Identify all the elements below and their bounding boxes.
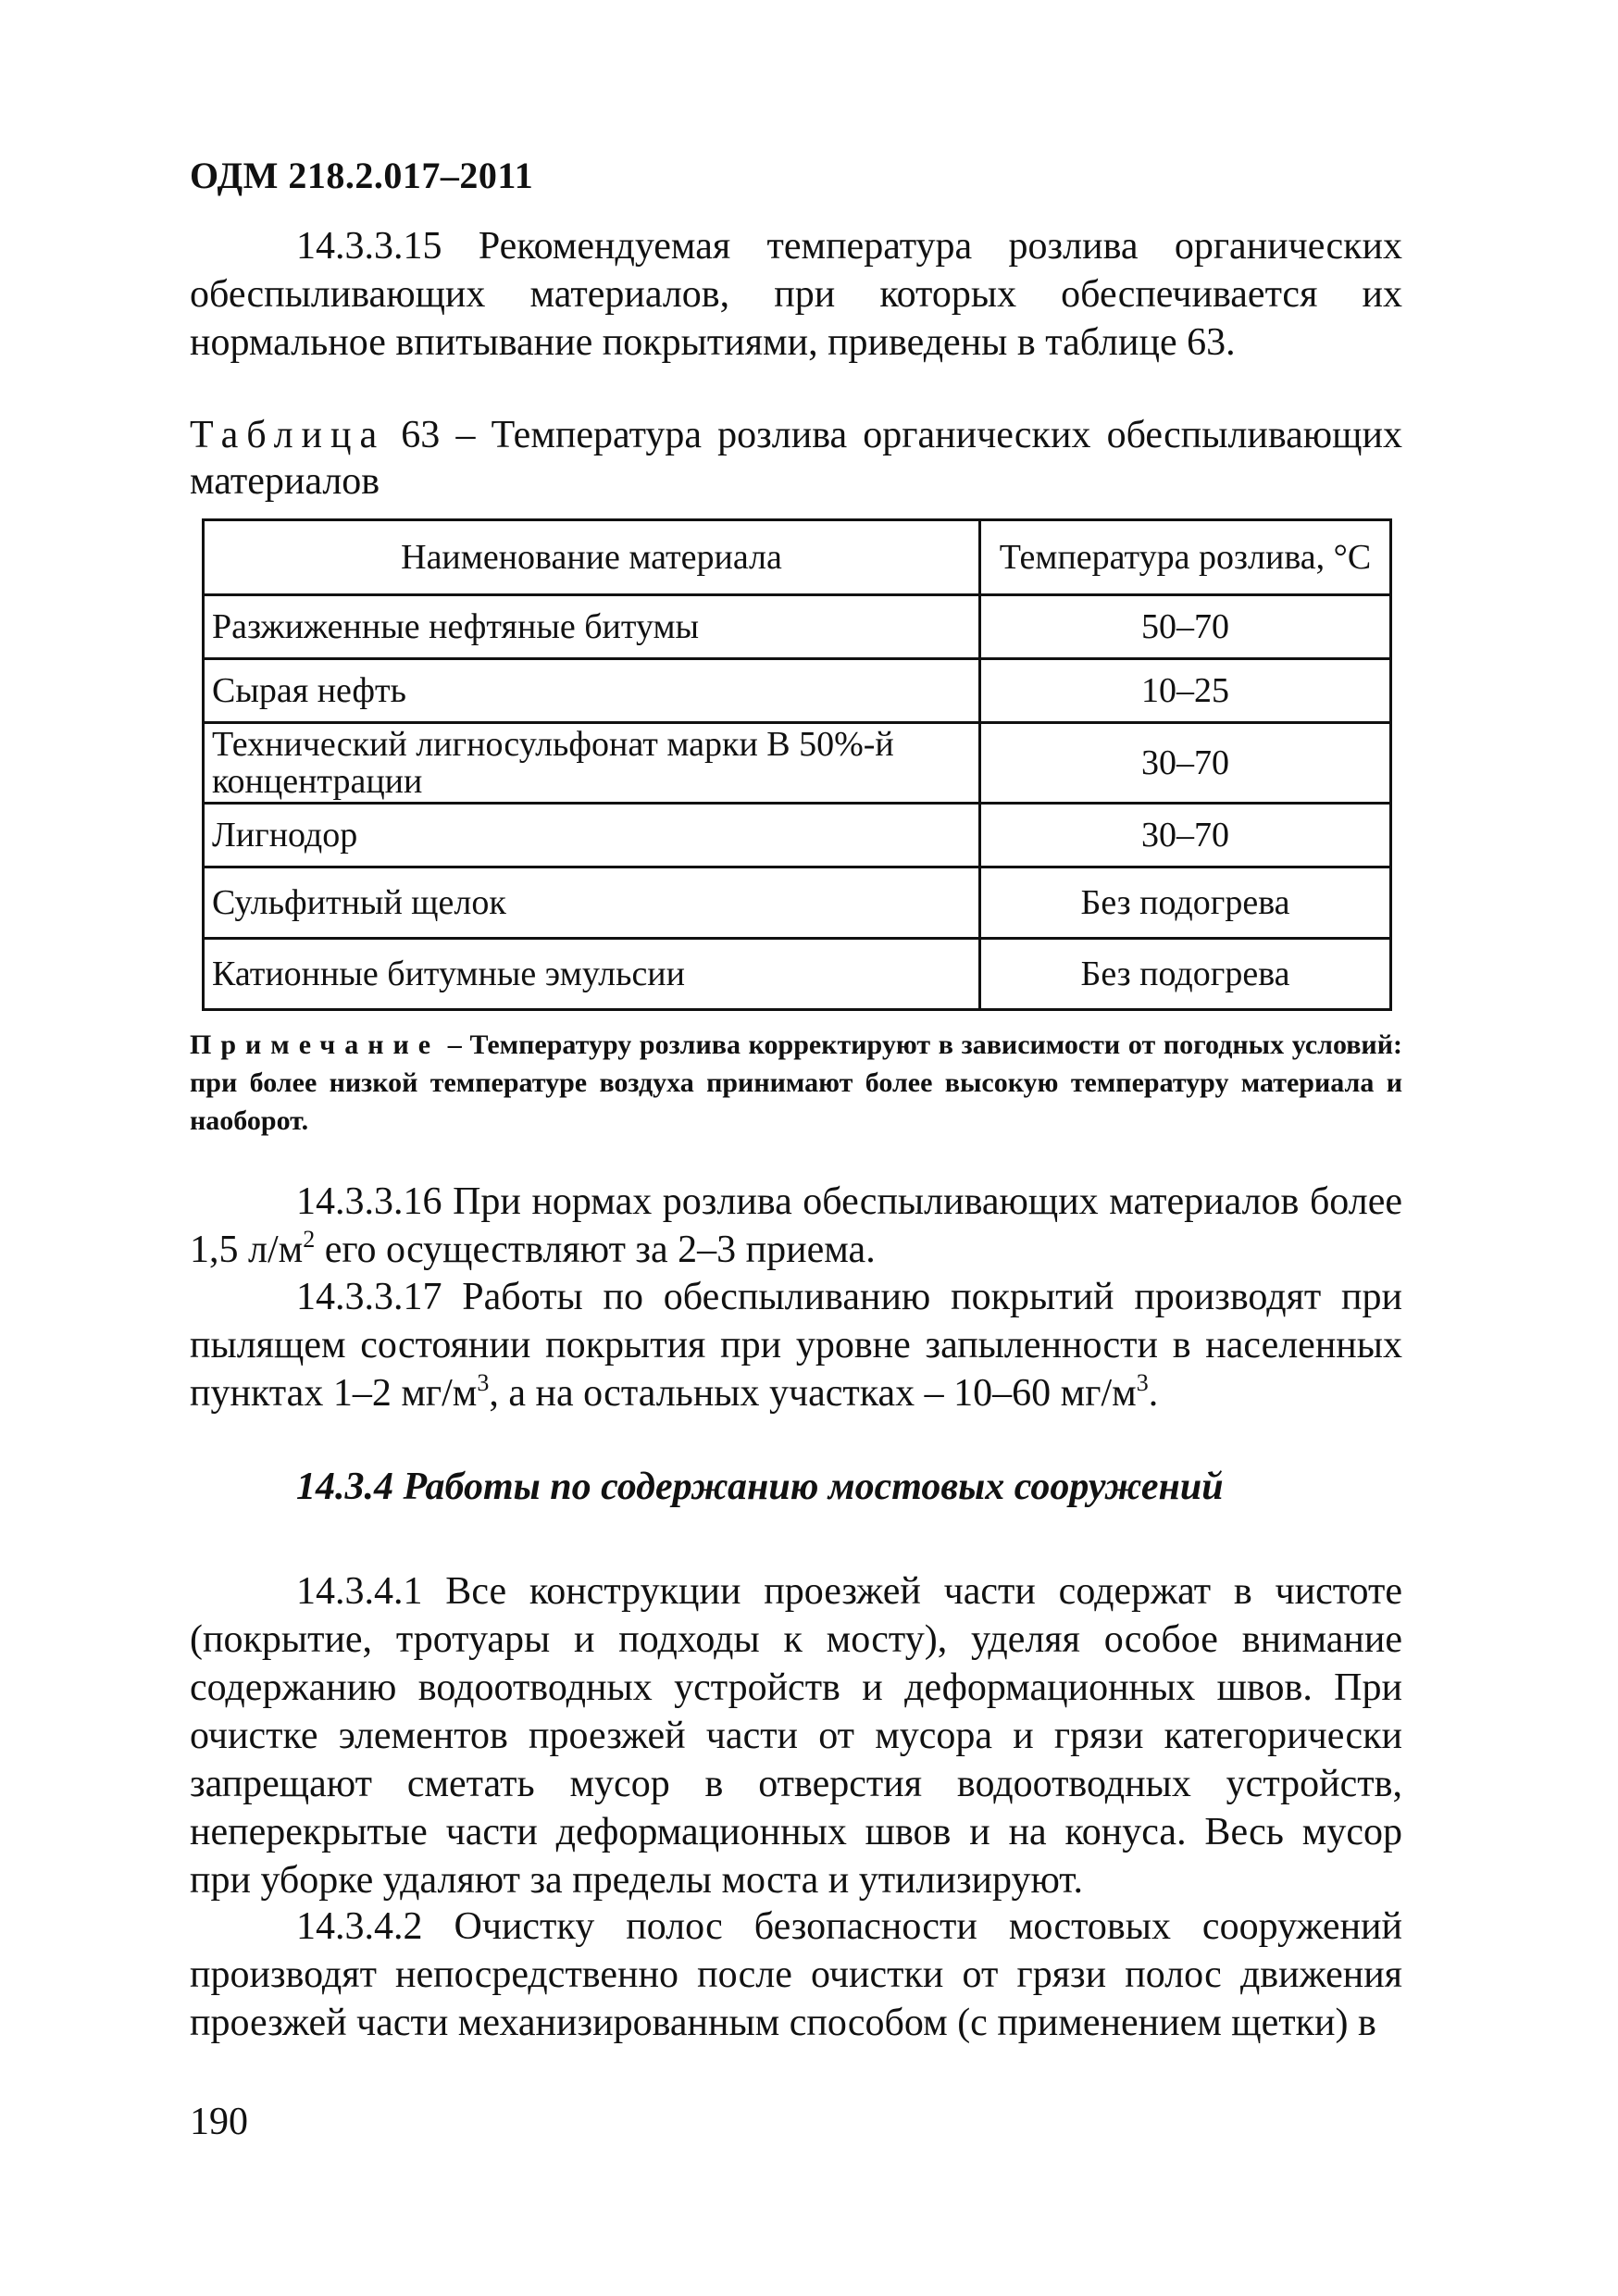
- paragraph-14-3-4-1: 14.3.4.1 Все конструкции проезжей части содержат в чистоте (покрытие, тротуары и подходы к мосту), уделяя особое внимание содержанию водоотводных устройств и деформационных швов. При очистке элементов проезжей части от мусора и грязи категорически запрещают сметать мусор в отверстия водоотводных устройств, неперекрытые части деформационных швов и на конуса. Весь мусор при уборке удаляют за пределы моста и утилизируют.: [190, 1570, 1402, 1902]
- material-name-cell: Технический лигносульфонат марки В 50%-й концентрации: [204, 723, 980, 804]
- material-name-cell: Разжиженные нефтяные битумы: [204, 595, 980, 659]
- section-title: 14.3.4 Работы по содержанию мостовых сооружений: [296, 1466, 1224, 1508]
- paragraph-text: .: [1148, 1372, 1159, 1415]
- temperature-cell: Без подогрева: [980, 939, 1391, 1010]
- paragraph-14-3-4-2: 14.3.4.2 Очистку полос безопасности мостовых сооружений производят непосредственно после очистки от грязи полос движения проезжей части механизированным способом (с применением щетки) в: [190, 1905, 1402, 2044]
- page-number: 190: [190, 2101, 248, 2143]
- superscript: 3: [1136, 1369, 1149, 1396]
- table-caption-label: Таблица: [190, 414, 386, 456]
- table-row: [204, 867, 1391, 939]
- temperature-cell: 10–25: [980, 659, 1391, 723]
- paragraph-14-3-3-16: [190, 1178, 1402, 1274]
- paragraph-text: , а на остальных участках – 10–60 мг/м: [489, 1372, 1137, 1415]
- material-name-cell: Катионные битумные эмульсии: [204, 939, 980, 1010]
- paragraph-text: 14.3.3.16 При нормах розлива обеспыливающих материалов более 1,5 л/м: [190, 1180, 1402, 1271]
- table-row: [204, 659, 1391, 723]
- table-row: [204, 595, 1391, 659]
- temperature-table: [202, 518, 1392, 1011]
- superscript: 3: [477, 1369, 490, 1396]
- table-header-row: [204, 520, 1391, 595]
- temperature-cell: 50–70: [980, 595, 1391, 659]
- superscript: 2: [303, 1226, 316, 1253]
- table-row: [204, 939, 1391, 1010]
- table-row: [204, 723, 1391, 804]
- material-name-cell: Лигнодор: [204, 804, 980, 867]
- table-note: [190, 1026, 1402, 1140]
- paragraph-text: 14.3.3.17 Работы по обеспыливанию покрытий производят при пылящем состоянии покрытия при уровне запыленности в населенных пунктах 1–2 мг/м: [190, 1276, 1402, 1415]
- paragraph-14-3-3-17: [190, 1273, 1402, 1417]
- column-header-temperature: Температура розлива, °С: [980, 520, 1391, 595]
- temperature-cell: 30–70: [980, 804, 1391, 867]
- paragraph-14-3-3-15: 14.3.3.15 Рекомендуемая температура розлива органических обеспыливающих материалов, при которых обеспечивается их нормальное впитывание покрытиями, приведены в таблице 63.: [190, 225, 1402, 364]
- temperature-cell: Без подогрева: [980, 867, 1391, 939]
- temperature-cell: 30–70: [980, 723, 1391, 804]
- note-text: – Температуру розлива корректируют в зависимости от погодных условий: при более низкой температуре воздуха принимают более высокую температуру материала и наоборот.: [190, 1029, 1402, 1136]
- paragraph-text: его осуществляют за 2–3 приема.: [315, 1229, 876, 1271]
- document-code-header: ОДМ 218.2.017–2011: [190, 155, 534, 196]
- table-caption: [190, 412, 1402, 505]
- table-caption-text: 63 – Температура розлива органических обеспыливающих материалов: [190, 414, 1402, 503]
- note-label: Примечание: [190, 1029, 441, 1060]
- table-row: [204, 804, 1391, 867]
- material-name-cell: Сульфитный щелок: [204, 867, 980, 939]
- column-header-material: Наименование материала: [204, 520, 980, 595]
- material-name-cell: Сырая нефть: [204, 659, 980, 723]
